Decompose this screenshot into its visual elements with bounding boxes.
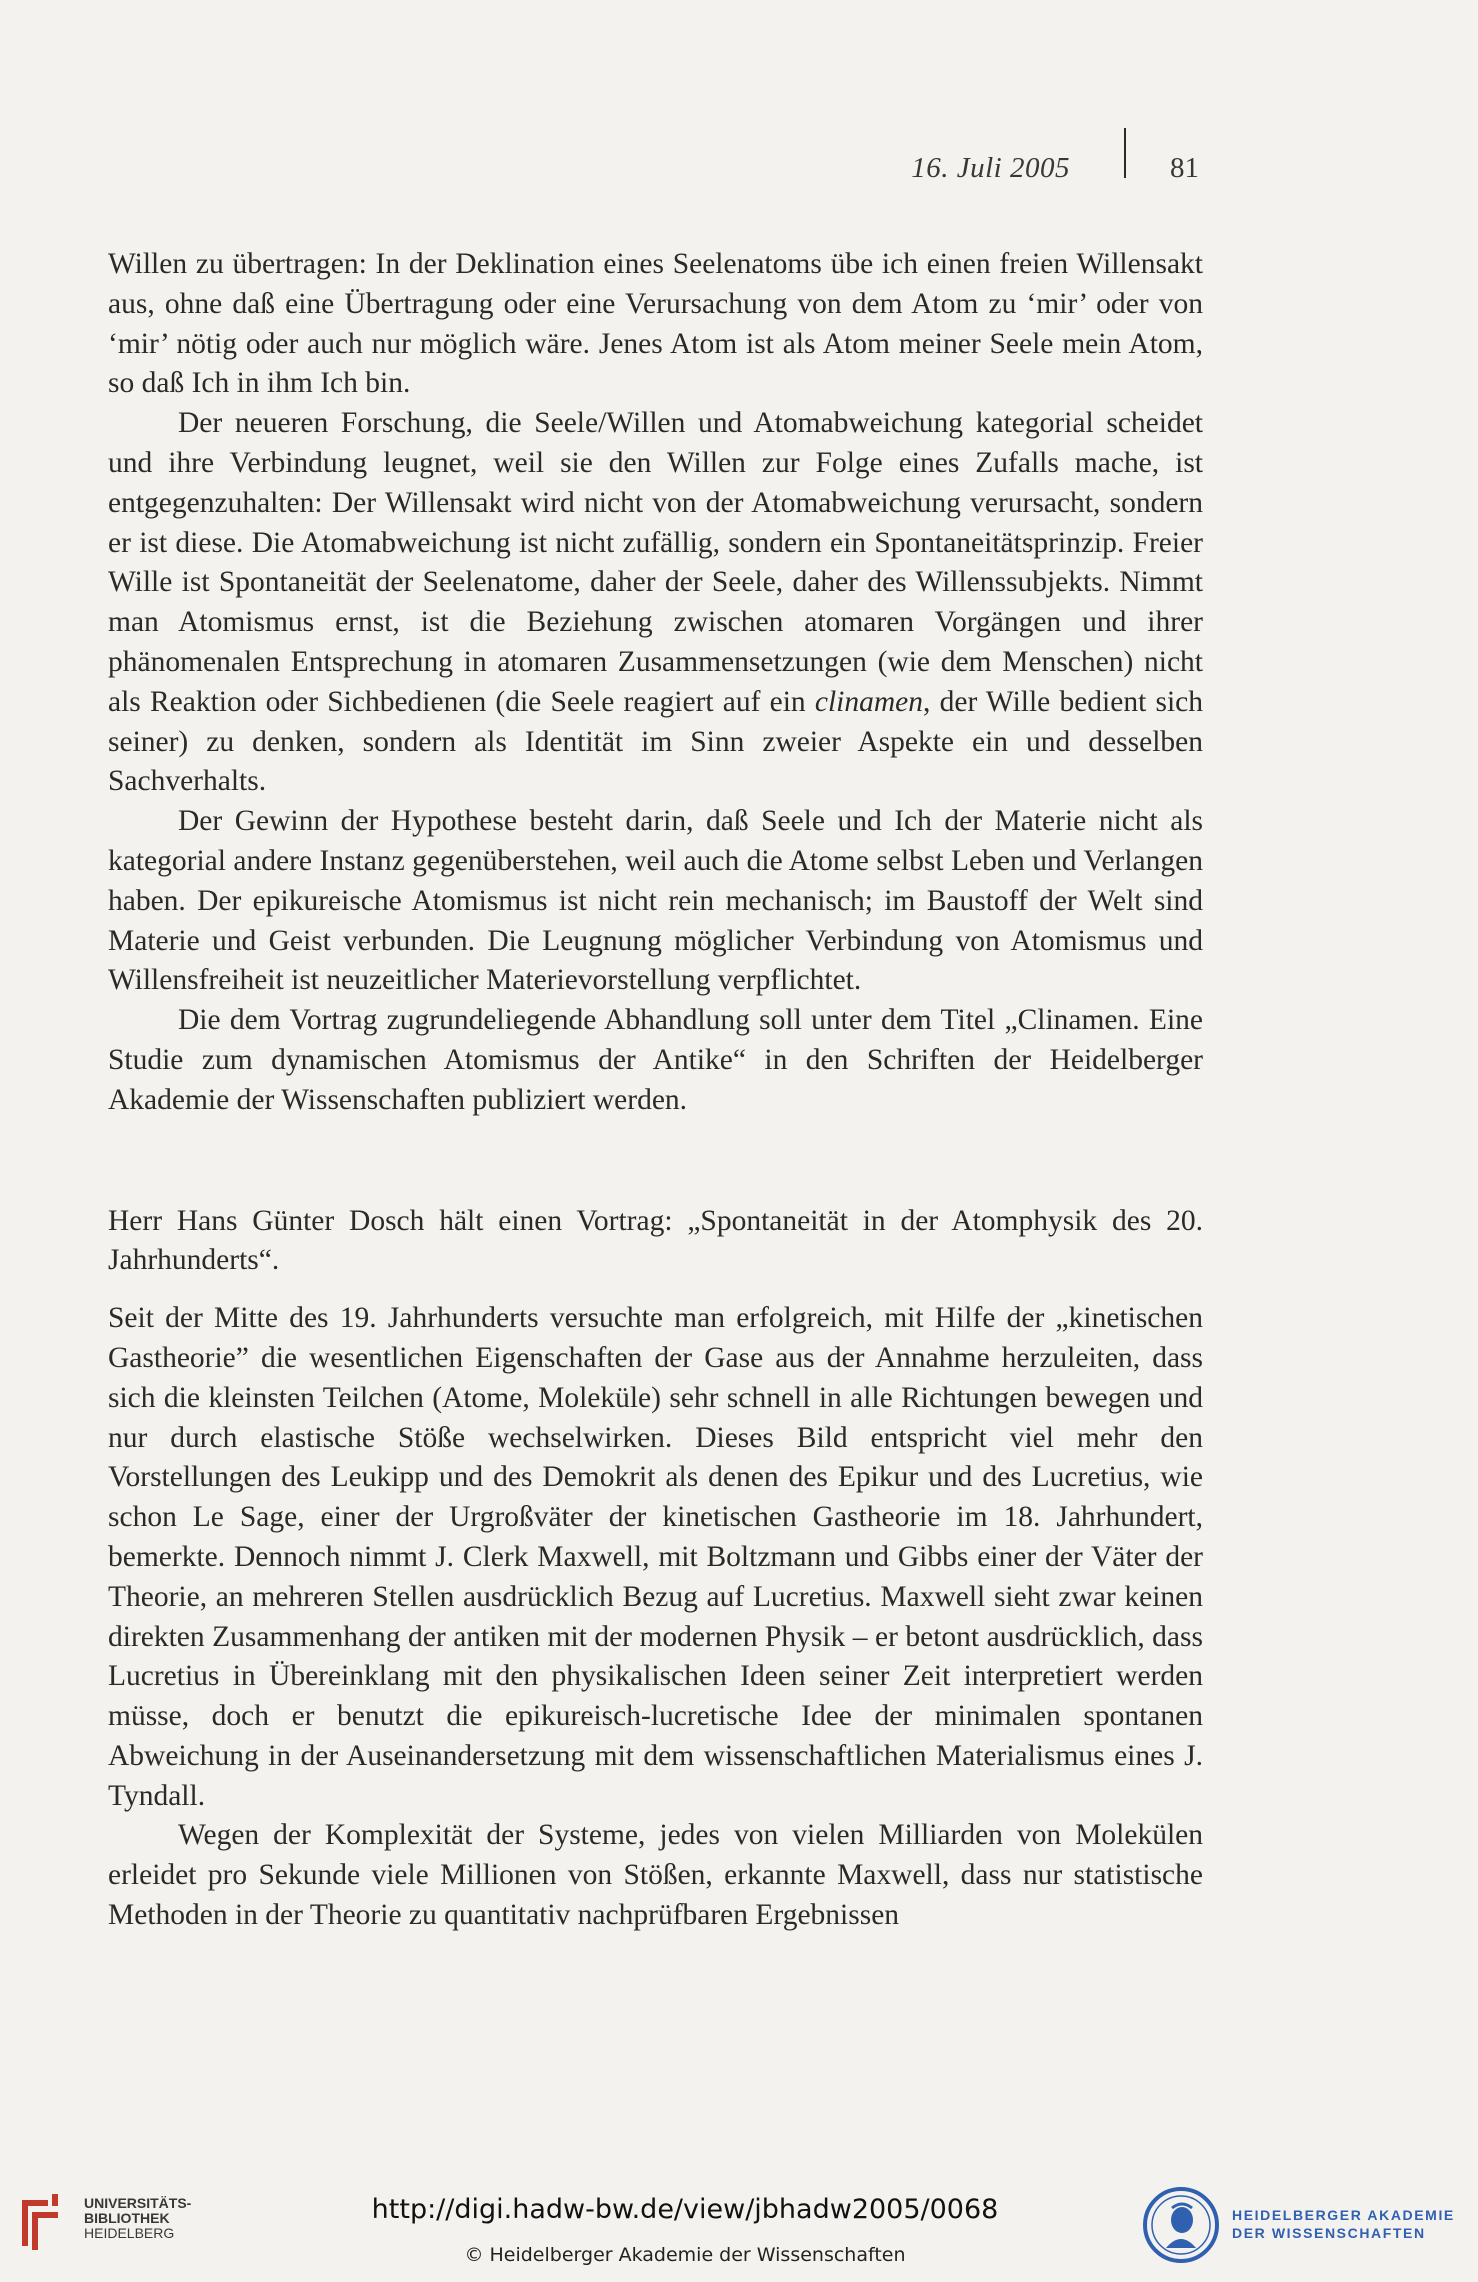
paragraph-2 <box>108 404 1203 802</box>
running-head-date: 16. Juli 2005 <box>911 152 1070 184</box>
section-gap-small <box>108 1281 1203 1299</box>
paragraph-4: Die dem Vortrag zugrundeliegende Abhandlung soll unter dem Titel „Clinamen. Eine Studie zum dynamischen Atomismus der Antike“ in den Schriften der Heidelberger Akademie der Wissenschaften publiziert werden. <box>108 1004 1203 1116</box>
ub-line-2: BIBLIOTHEK <box>84 2210 170 2226</box>
ak-line-1: HEIDELBERGER AKADEMIE <box>1232 2207 1455 2223</box>
digitization-footer <box>0 2170 1478 2282</box>
body-text <box>108 245 1203 1936</box>
paragraph-1: Willen zu übertragen: In der Deklination eines Seelenatoms übe ich einen freien Willensakt aus, ohne daß eine Übertragung oder eine Verursachung von dem Atom zu ‘mir’ oder von ‘mir’ nötig oder auch nur möglich wäre. Jenes Atom ist als Atom meiner Seele mein Atom, so daß Ich in ihm Ich bin. <box>108 248 1203 400</box>
permalink-url[interactable]: http://digi.hadw-bw.de/view/jbhadw2005/0068 <box>371 2194 999 2225</box>
academy-seal-icon <box>1142 2186 1220 2264</box>
lecture-announcement: Herr Hans Günter Dosch hält einen Vortrag: „Spontaneität in der Atomphysik des 20. Jahrhunderts“. <box>108 1204 1203 1277</box>
paragraph-7: Wegen der Komplexität der Systeme, jedes von vielen Milliarden von Molekülen erleidet pro Sekunde viele Millionen von Stößen, erkannte Maxwell, dass nur statistische Methoden in der Theorie zu quantitativ nachprüfbaren Ergebnissen <box>108 1819 1203 1932</box>
ak-line-2: DER WISSENSCHAFTEN <box>1232 2225 1426 2241</box>
page-number: 81 <box>1170 152 1199 184</box>
copyright-notice: © Heidelberger Akademie der Wissenschaften <box>464 2244 906 2266</box>
university-library-name <box>84 2196 191 2241</box>
running-head <box>860 150 1205 194</box>
paragraph-3: Der Gewinn der Hypothese besteht darin, daß Seele und Ich der Materie nicht als kategorial andere Instanz gegenüberstehen, weil auch die Atome selbst Leben und Verlangen haben. Der epikureische Atomismus ist nicht rein mechanisch; im Baustoff der Welt sind Materie und Geist verbunden. Die Leugnung möglicher Verbindung von Atomismus und Willensfreiheit ist neuzeitlicher Materievorstellung verpflichtet. <box>108 805 1203 997</box>
section-gap <box>108 1121 1203 1202</box>
university-library-logo-icon <box>14 2192 76 2254</box>
ub-line-1: UNIVERSITÄTS- <box>84 2195 192 2211</box>
ub-line-3: HEIDELBERG <box>84 2225 175 2241</box>
running-head-divider <box>1124 128 1126 178</box>
clinamen-italic: clinamen <box>814 685 924 718</box>
academy-name <box>1232 2206 1455 2242</box>
paragraph-2-part-b: , der Wille bedient sich seiner) zu denken, sondern als Identität im Sinn zweier Aspekte ein und desselben Sachverhalts. <box>108 685 1204 798</box>
paragraph-2-part-a: Der neueren Forschung, die Seele/Willen und Atomabweichung kategorial scheidet und ihre Verbindung leugnet, weil sie den Willen zur Folge eines Zufalls mache, ist entgegenzuhalten: Der Willensakt wird nicht von der Atomabweichung verursacht, sondern er ist diese. Die Atomabweichung ist nicht zufällig, sondern ein Spontaneitätsprinzip. Freier Wille ist Spontaneität der Seelenatome, daher der Seele, daher des Willenssubjekts. Nimmt man Atomismus ernst, ist die Beziehung zwischen atomaren Vorgängen und ihrer phänomenalen Entsprechung in atomaren Zusammensetzungen (wie dem Menschen) nicht als Reaktion oder Sichbedienen (die Seele reagiert auf ein <box>108 407 1203 718</box>
paragraph-6: Seit der Mitte des 19. Jahrhunderts versuchte man erfolgreich, mit Hilfe der „kinetischen Gastheorie” die wesentlichen Eigenschaften der Gase aus der Annahme herzuleiten, dass sich die kleinsten Teilchen (Atome, Moleküle) sehr schnell in alle Richtungen bewegen und nur durch elastische Stöße wechselwirken. Dieses Bild entspricht viel mehr den Vorstellungen des Leukipp und des Demokrit als denen des Epikur und des Lucretius, wie schon Le Sage, einer der Urgroßväter der kinetischen Gastheorie im 18. Jahrhundert, bemerkte. Dennoch nimmt J. Clerk Maxwell, mit Boltzmann und Gibbs einer der Väter der Theorie, an mehreren Stellen ausdrücklich Bezug auf Lucretius. Maxwell sieht zwar keinen direkten Zusammenhang der antiken mit der modernen Physik – er betont ausdrücklich, dass Lucretius in Übereinklang mit den physikalischen Ideen seiner Zeit interpretiert werden müsse, doch er benutzt die epikureisch-lucretische Idee der minimalen spontanen Abweichung in der Auseinandersetzung mit dem wissenschaftlichen Materialismus eines J. Tyndall. <box>108 1302 1203 1812</box>
